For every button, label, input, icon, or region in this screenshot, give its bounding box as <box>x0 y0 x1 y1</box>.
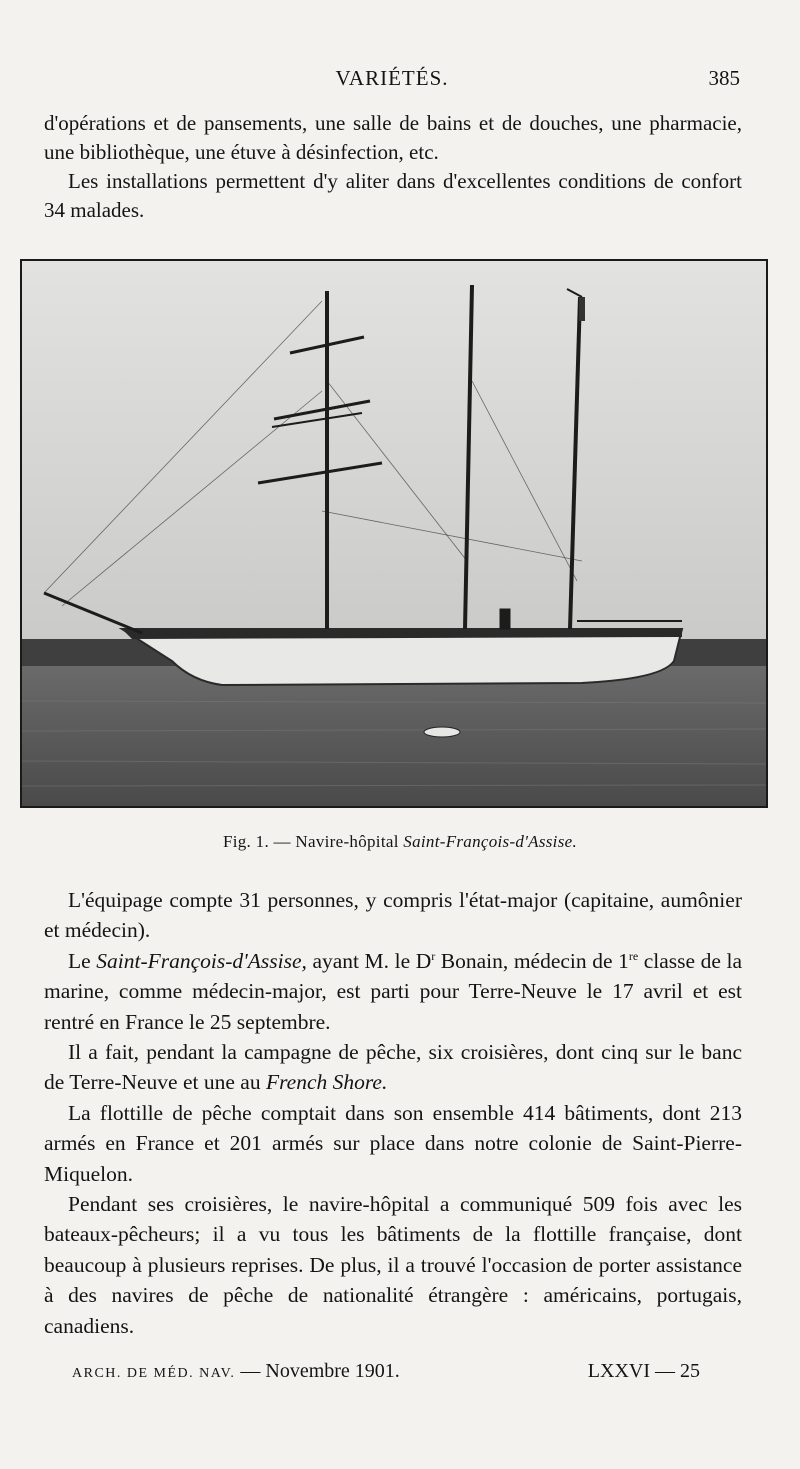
top-text-block <box>44 109 742 225</box>
cruises-text: Il a fait, pendant la campagne de pêche, six croisières, dont cinq sur le banc de Terre-Neuve et une au <box>44 1040 742 1095</box>
paragraph-cruises <box>44 1037 742 1098</box>
caption-ship-name: Saint-François-d'Assise. <box>403 832 578 851</box>
paragraph-continuation: d'opérations et de pansements, une salle de bains et de douches, une pharmacie, une bibliothèque, une étuve à désinfection, etc. <box>44 111 742 164</box>
ship-photograph <box>20 259 768 808</box>
paragraph-voyage <box>44 946 742 1037</box>
doctor-superscript: r <box>431 948 436 963</box>
running-title: VARIÉTÉS. <box>335 66 449 90</box>
paragraph-installations: Les installations permettent d'y aliter dans d'excellentes conditions de confort 34 malades. <box>44 169 742 222</box>
running-head <box>44 66 740 96</box>
page-number: 385 <box>708 66 740 90</box>
caption-prefix: Fig. 1. — Navire-hôpital <box>222 832 404 851</box>
funnel <box>500 609 510 629</box>
class-superscript: re <box>628 948 639 963</box>
voyage-ship-name: Saint-François-d'Assise, <box>96 948 307 973</box>
ship-illustration <box>22 261 766 806</box>
figure-caption <box>0 832 800 852</box>
volume-signature: LXXVI — 25 <box>587 1360 700 1382</box>
paragraph-crew: L'équipage compte 31 personnes, y compris l'état-major (capitaine, aumônier et médecin). <box>44 888 742 943</box>
voyage-text-d: classe de la marine, comme médecin-major, est parti pour Terre-Neuve le 17 avril et est rentré en France le 25 septembre. <box>44 948 742 1034</box>
body-text-block <box>44 885 742 1341</box>
footer-citation <box>72 1360 400 1383</box>
paragraph-assistance: Pendant ses croisières, le navire-hôpital a communiqué 509 fois avec les bateaux-pêcheurs; il a vu tous les bâtiments de la flottille française, dont beaucoup à plusieurs reprises. De plus, il a trouvé l'occasion de porter assistance à des navires de pêche de nationalité étrangère : américains, portugais, canadiens. <box>44 1192 742 1338</box>
issue-date: — Novembre 1901. <box>240 1360 400 1382</box>
voyage-text-a: Le <box>68 948 97 973</box>
sky <box>22 261 766 661</box>
paragraph-flotilla: La flottille de pêche comptait dans son ensemble 414 bâtiments, dont 213 armés en France et 201 armés sur place dans notre colonie de Saint-Pierre-Miquelon. <box>44 1100 742 1186</box>
voyage-text-b: ayant M. le D <box>306 948 432 973</box>
page-footer <box>72 1360 700 1390</box>
buoy <box>424 727 460 737</box>
french-shore: French Shore. <box>265 1070 388 1095</box>
voyage-text-c: Bonain, médecin de 1 <box>435 948 629 973</box>
journal-name: ARCH. DE MÉD. NAV. <box>72 1366 236 1381</box>
